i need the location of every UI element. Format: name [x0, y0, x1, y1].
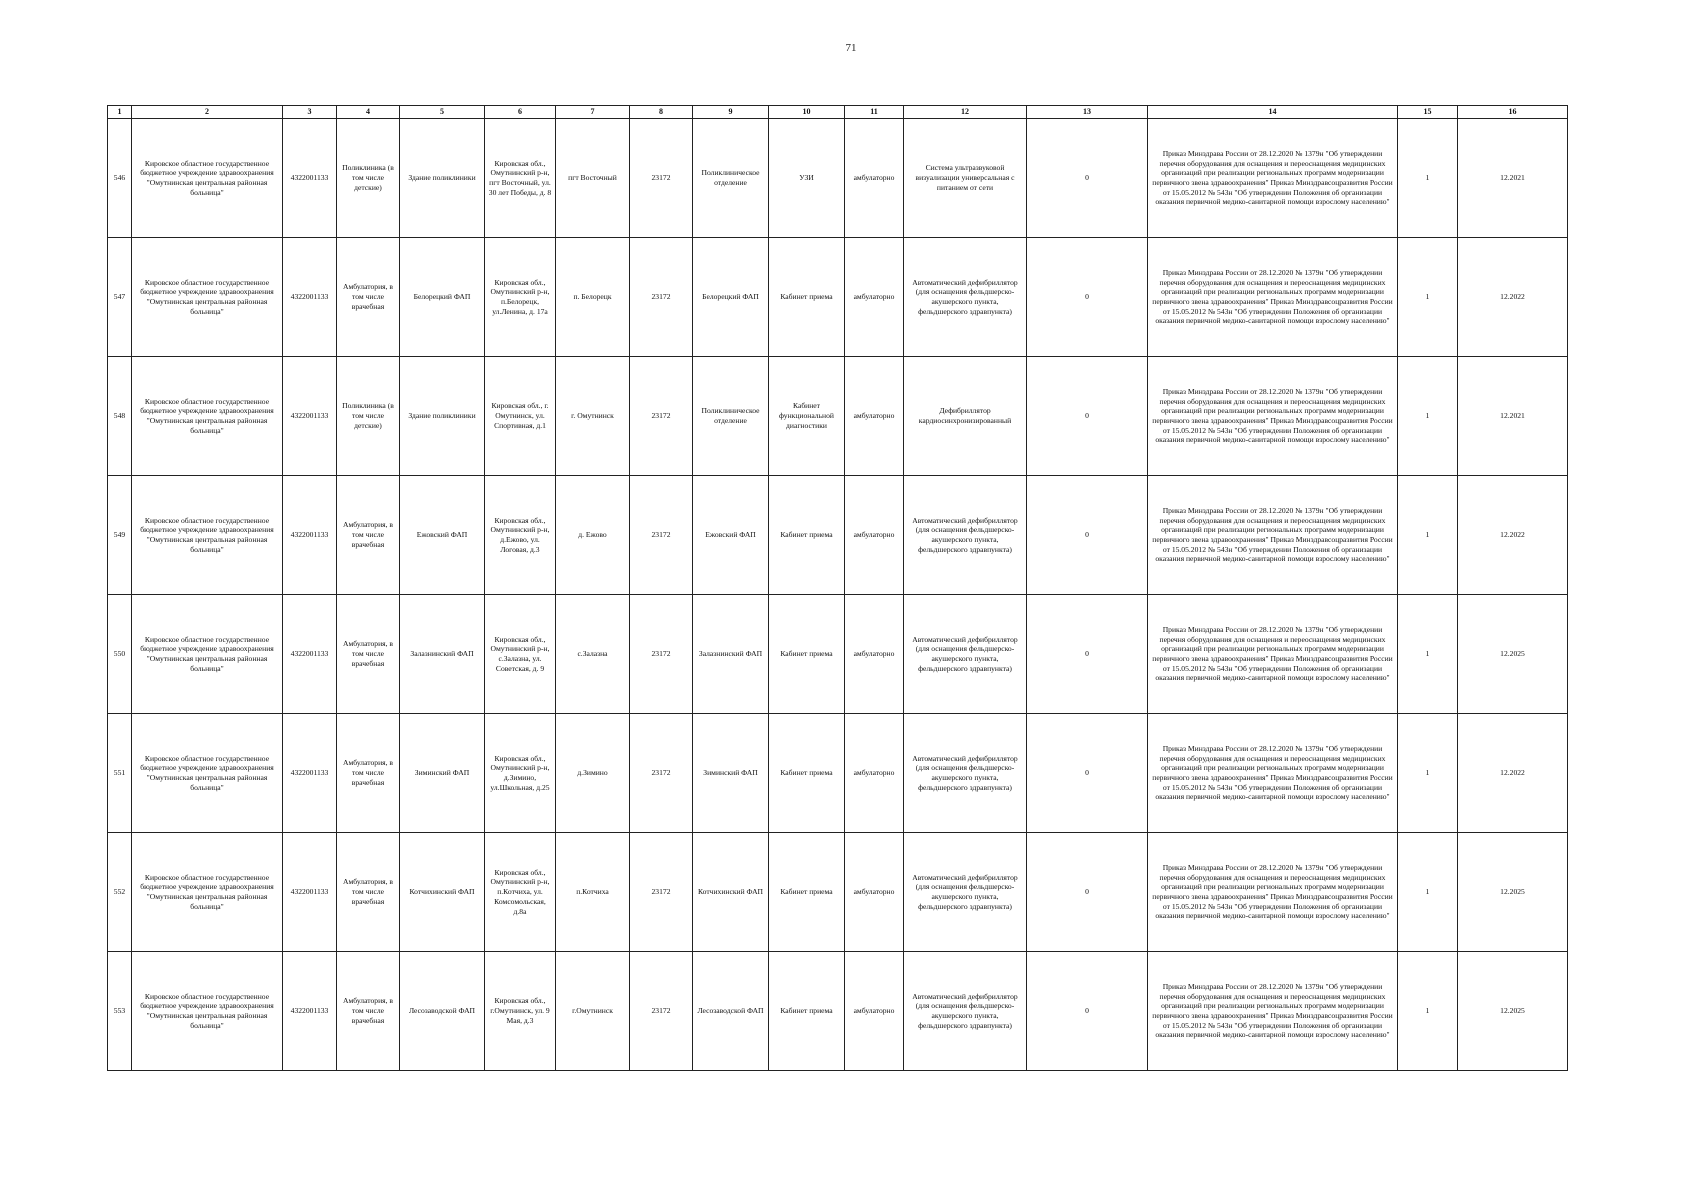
building-name: Ежовский ФАП	[400, 476, 485, 595]
care-conditions: амбулаторно	[845, 952, 904, 1071]
building-name: Залазнинский ФАП	[400, 595, 485, 714]
institution-name: Кировское областное государственное бюджетное учреждение здравоохранения "Омутнинская центральная районная больница"	[132, 952, 283, 1071]
row-number: 551	[108, 714, 132, 833]
equipment-register-table	[107, 105, 1568, 1071]
building-name: Здание поликлиники	[400, 357, 485, 476]
inn: 4322001133	[283, 476, 337, 595]
unit-type: Амбулатория, в том числе врачебная	[337, 714, 400, 833]
oktmo-code: 23172	[630, 119, 693, 238]
regulatory-orders: Приказ Минздрава России от 28.12.2020 № 1379н "Об утверждении перечня оборудования для оснащения и переоснащения медицинских организаций при реализации региональных программ модернизации первичного звена здравоохранения" Приказ Минздравсоцразвития России от 15.05.2012 № 543н "Об утверждении Положения об организации оказания первичной медико-санитарной помощи взрослому населению"	[1148, 595, 1398, 714]
institution-name: Кировское областное государственное бюджетное учреждение здравоохранения "Омутнинская центральная районная больница"	[132, 119, 283, 238]
room: Кабинет приема	[769, 714, 845, 833]
quantity-available: 0	[1027, 952, 1148, 1071]
quantity-available: 0	[1027, 714, 1148, 833]
supply-date: 12.2022	[1458, 714, 1568, 833]
building-name: Здание поликлиники	[400, 119, 485, 238]
building-name: Лесозаводской ФАП	[400, 952, 485, 1071]
care-conditions: амбулаторно	[845, 357, 904, 476]
row-number: 546	[108, 119, 132, 238]
room: Кабинет приема	[769, 833, 845, 952]
room: Кабинет приема	[769, 595, 845, 714]
equipment-name: Автоматический дефибриллятор (для оснащения фельдшерско-акушерского пункта, фельдшерского здравпункта)	[904, 952, 1027, 1071]
department: Лесозаводской ФАП	[693, 952, 769, 1071]
column-number: 10	[769, 106, 845, 119]
institution-name: Кировское областное государственное бюджетное учреждение здравоохранения "Омутнинская центральная районная больница"	[132, 357, 283, 476]
column-number: 4	[337, 106, 400, 119]
unit-type: Амбулатория, в том числе врачебная	[337, 952, 400, 1071]
column-number: 9	[693, 106, 769, 119]
institution-name: Кировское областное государственное бюджетное учреждение здравоохранения "Омутнинская центральная районная больница"	[132, 595, 283, 714]
regulatory-orders: Приказ Минздрава России от 28.12.2020 № 1379н "Об утверждении перечня оборудования для оснащения и переоснащения медицинских организаций при реализации региональных программ модернизации первичного звена здравоохранения" Приказ Минздравсоцразвития России от 15.05.2012 № 543н "Об утверждении Положения об организации оказания первичной медико-санитарной помощи взрослому населению"	[1148, 714, 1398, 833]
room: Кабинет приема	[769, 476, 845, 595]
settlement: с.Залазна	[556, 595, 630, 714]
quantity-needed: 1	[1398, 119, 1458, 238]
room: Кабинет функциональной диагностики	[769, 357, 845, 476]
oktmo-code: 23172	[630, 952, 693, 1071]
inn: 4322001133	[283, 357, 337, 476]
address: Кировская обл., Омутнинский р-н, д.Ежово, ул. Логовая, д.3	[485, 476, 556, 595]
supply-date: 12.2025	[1458, 952, 1568, 1071]
column-number: 3	[283, 106, 337, 119]
settlement: г. Омутнинск	[556, 357, 630, 476]
table-row	[108, 119, 1568, 238]
unit-type: Амбулатория, в том числе врачебная	[337, 238, 400, 357]
unit-type: Амбулатория, в том числе врачебная	[337, 476, 400, 595]
regulatory-orders: Приказ Минздрава России от 28.12.2020 № 1379н "Об утверждении перечня оборудования для оснащения и переоснащения медицинских организаций при реализации региональных программ модернизации первичного звена здравоохранения" Приказ Минздравсоцразвития России от 15.05.2012 № 543н "Об утверждении Положения об организации оказания первичной медико-санитарной помощи взрослому населению"	[1148, 119, 1398, 238]
oktmo-code: 23172	[630, 357, 693, 476]
care-conditions: амбулаторно	[845, 833, 904, 952]
row-number: 547	[108, 238, 132, 357]
row-number: 552	[108, 833, 132, 952]
column-number: 15	[1398, 106, 1458, 119]
column-number: 2	[132, 106, 283, 119]
quantity-needed: 1	[1398, 833, 1458, 952]
row-number: 553	[108, 952, 132, 1071]
department: Котчихинский ФАП	[693, 833, 769, 952]
address: Кировская обл., г. Омутнинск, ул. Спортивная, д.1	[485, 357, 556, 476]
building-name: Зиминский ФАП	[400, 714, 485, 833]
department: Ежовский ФАП	[693, 476, 769, 595]
regulatory-orders: Приказ Минздрава России от 28.12.2020 № 1379н "Об утверждении перечня оборудования для оснащения и переоснащения медицинских организаций при реализации региональных программ модернизации первичного звена здравоохранения" Приказ Минздравсоцразвития России от 15.05.2012 № 543н "Об утверждении Положения об организации оказания первичной медико-санитарной помощи взрослому населению"	[1148, 476, 1398, 595]
supply-date: 12.2022	[1458, 476, 1568, 595]
equipment-name: Автоматический дефибриллятор (для оснащения фельдшерско-акушерского пункта, фельдшерского здравпункта)	[904, 595, 1027, 714]
row-number: 550	[108, 595, 132, 714]
inn: 4322001133	[283, 595, 337, 714]
column-number: 6	[485, 106, 556, 119]
column-number: 11	[845, 106, 904, 119]
equipment-name: Автоматический дефибриллятор (для оснащения фельдшерско-акушерского пункта, фельдшерского здравпункта)	[904, 476, 1027, 595]
supply-date: 12.2021	[1458, 357, 1568, 476]
column-number: 13	[1027, 106, 1148, 119]
equipment-name: Автоматический дефибриллятор (для оснащения фельдшерско-акушерского пункта, фельдшерского здравпункта)	[904, 238, 1027, 357]
unit-type: Поликлиника (в том числе детские)	[337, 357, 400, 476]
table-row	[108, 833, 1568, 952]
quantity-available: 0	[1027, 476, 1148, 595]
supply-date: 12.2022	[1458, 238, 1568, 357]
table-row	[108, 238, 1568, 357]
unit-type: Амбулатория, в том числе врачебная	[337, 595, 400, 714]
institution-name: Кировское областное государственное бюджетное учреждение здравоохранения "Омутнинская центральная районная больница"	[132, 833, 283, 952]
inn: 4322001133	[283, 238, 337, 357]
care-conditions: амбулаторно	[845, 476, 904, 595]
row-number: 549	[108, 476, 132, 595]
quantity-needed: 1	[1398, 595, 1458, 714]
institution-name: Кировское областное государственное бюджетное учреждение здравоохранения "Омутнинская центральная районная больница"	[132, 476, 283, 595]
equipment-name: Дефибриллятор кардиосинхронизированный	[904, 357, 1027, 476]
institution-name: Кировское областное государственное бюджетное учреждение здравоохранения "Омутнинская центральная районная больница"	[132, 238, 283, 357]
department: Белорецкий ФАП	[693, 238, 769, 357]
address: Кировская обл., Омутнинский р-н, пгт Восточный, ул. 30 лет Победы, д. 8	[485, 119, 556, 238]
settlement: п.Котчиха	[556, 833, 630, 952]
oktmo-code: 23172	[630, 714, 693, 833]
address: Кировская обл., Омутнинский р-н, с.Залазна, ул. Советская, д. 9	[485, 595, 556, 714]
unit-type: Амбулатория, в том числе врачебная	[337, 833, 400, 952]
address: Кировская обл., Омутнинский р-н, п.Белорецк, ул.Ленина, д. 17а	[485, 238, 556, 357]
address: Кировская обл., г.Омутнинск, ул. 9 Мая, д.3	[485, 952, 556, 1071]
oktmo-code: 23172	[630, 595, 693, 714]
equipment-name: Автоматический дефибриллятор (для оснащения фельдшерско-акушерского пункта, фельдшерского здравпункта)	[904, 714, 1027, 833]
quantity-needed: 1	[1398, 476, 1458, 595]
department: Поликлиническое отделение	[693, 357, 769, 476]
column-number: 16	[1458, 106, 1568, 119]
regulatory-orders: Приказ Минздрава России от 28.12.2020 № 1379н "Об утверждении перечня оборудования для оснащения и переоснащения медицинских организаций при реализации региональных программ модернизации первичного звена здравоохранения" Приказ Минздравсоцразвития России от 15.05.2012 № 543н "Об утверждении Положения об организации оказания первичной медико-санитарной помощи взрослому населению"	[1148, 238, 1398, 357]
regulatory-orders: Приказ Минздрава России от 28.12.2020 № 1379н "Об утверждении перечня оборудования для оснащения и переоснащения медицинских организаций при реализации региональных программ модернизации первичного звена здравоохранения" Приказ Минздравсоцразвития России от 15.05.2012 № 543н "Об утверждении Положения об организации оказания первичной медико-санитарной помощи взрослому населению"	[1148, 357, 1398, 476]
room: УЗИ	[769, 119, 845, 238]
column-number: 8	[630, 106, 693, 119]
room: Кабинет приема	[769, 952, 845, 1071]
table-body	[108, 119, 1568, 1071]
oktmo-code: 23172	[630, 238, 693, 357]
supply-date: 12.2025	[1458, 595, 1568, 714]
quantity-available: 0	[1027, 119, 1148, 238]
quantity-available: 0	[1027, 595, 1148, 714]
supply-date: 12.2021	[1458, 119, 1568, 238]
inn: 4322001133	[283, 952, 337, 1071]
column-number: 7	[556, 106, 630, 119]
table-row	[108, 714, 1568, 833]
unit-type: Поликлиника (в том числе детские)	[337, 119, 400, 238]
building-name: Котчихинский ФАП	[400, 833, 485, 952]
care-conditions: амбулаторно	[845, 714, 904, 833]
quantity-available: 0	[1027, 238, 1148, 357]
inn: 4322001133	[283, 714, 337, 833]
supply-date: 12.2025	[1458, 833, 1568, 952]
quantity-needed: 1	[1398, 238, 1458, 357]
column-number: 12	[904, 106, 1027, 119]
column-number: 5	[400, 106, 485, 119]
equipment-name: Система ультразвуковой визуализации универсальная с питанием от сети	[904, 119, 1027, 238]
institution-name: Кировское областное государственное бюджетное учреждение здравоохранения "Омутнинская центральная районная больница"	[132, 714, 283, 833]
address: Кировская обл., Омутнинский р-н, д.Зимино, ул.Школьная, д.25	[485, 714, 556, 833]
quantity-available: 0	[1027, 357, 1148, 476]
row-number: 548	[108, 357, 132, 476]
inn: 4322001133	[283, 833, 337, 952]
page-number: 71	[845, 42, 857, 54]
building-name: Белорецкий ФАП	[400, 238, 485, 357]
equipment-name: Автоматический дефибриллятор (для оснащения фельдшерско-акушерского пункта, фельдшерского здравпункта)	[904, 833, 1027, 952]
settlement: д.Зимино	[556, 714, 630, 833]
care-conditions: амбулаторно	[845, 238, 904, 357]
regulatory-orders: Приказ Минздрава России от 28.12.2020 № 1379н "Об утверждении перечня оборудования для оснащения и переоснащения медицинских организаций при реализации региональных программ модернизации первичного звена здравоохранения" Приказ Минздравсоцразвития России от 15.05.2012 № 543н "Об утверждении Положения об организации оказания первичной медико-санитарной помощи взрослому населению"	[1148, 952, 1398, 1071]
quantity-available: 0	[1027, 833, 1148, 952]
inn: 4322001133	[283, 119, 337, 238]
settlement: г.Омутнинск	[556, 952, 630, 1071]
oktmo-code: 23172	[630, 476, 693, 595]
table-row	[108, 595, 1568, 714]
care-conditions: амбулаторно	[845, 595, 904, 714]
quantity-needed: 1	[1398, 357, 1458, 476]
oktmo-code: 23172	[630, 833, 693, 952]
department: Поликлиническое отделение	[693, 119, 769, 238]
quantity-needed: 1	[1398, 714, 1458, 833]
department: Залазнинский ФАП	[693, 595, 769, 714]
column-number: 14	[1148, 106, 1398, 119]
room: Кабинет приема	[769, 238, 845, 357]
settlement: д. Ежово	[556, 476, 630, 595]
table-row	[108, 952, 1568, 1071]
care-conditions: амбулаторно	[845, 119, 904, 238]
settlement: п. Белорецк	[556, 238, 630, 357]
settlement: пгт Восточный	[556, 119, 630, 238]
regulatory-orders: Приказ Минздрава России от 28.12.2020 № 1379н "Об утверждении перечня оборудования для оснащения и переоснащения медицинских организаций при реализации региональных программ модернизации первичного звена здравоохранения" Приказ Минздравсоцразвития России от 15.05.2012 № 543н "Об утверждении Положения об организации оказания первичной медико-санитарной помощи взрослому населению"	[1148, 833, 1398, 952]
table-row	[108, 357, 1568, 476]
address: Кировская обл., Омутнинский р-н, п.Котчиха, ул. Комсомольская, д.8а	[485, 833, 556, 952]
table-row	[108, 476, 1568, 595]
column-number: 1	[108, 106, 132, 119]
quantity-needed: 1	[1398, 952, 1458, 1071]
department: Зиминский ФАП	[693, 714, 769, 833]
column-number-row	[108, 106, 1568, 119]
